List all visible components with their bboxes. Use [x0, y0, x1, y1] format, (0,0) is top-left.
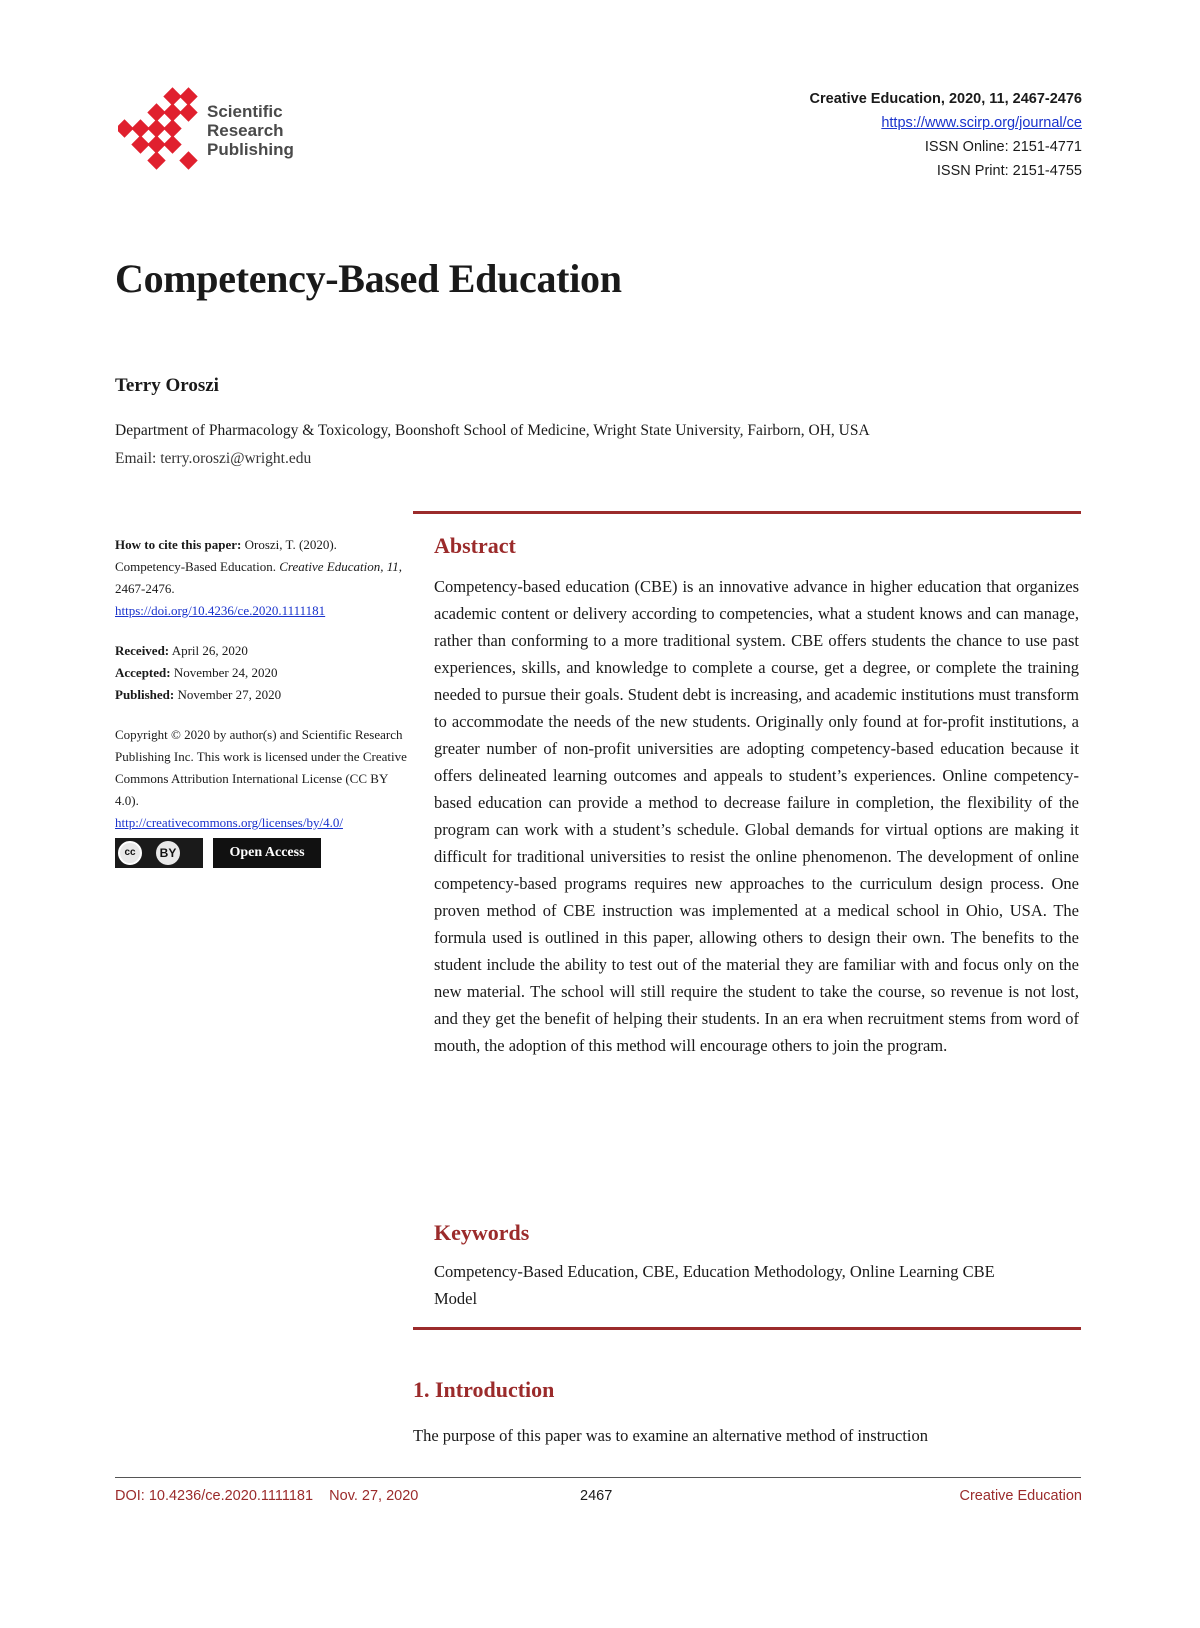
- by-icon: BY: [156, 841, 180, 865]
- paper-title: Competency-Based Education: [115, 256, 622, 301]
- introduction-body: The purpose of this paper was to examine an alternative method of instruction: [413, 1426, 929, 1445]
- cite-pages: 2467-2476.: [115, 581, 175, 596]
- keywords-body: Competency-Based Education, CBE, Education Methodology, Online Learning CBE Model: [434, 1262, 995, 1308]
- author-name: Terry Oroszi: [115, 375, 219, 396]
- open-access-badge: Open Access: [213, 838, 321, 868]
- license-link[interactable]: http://creativecommons.org/licenses/by/4.0/: [115, 815, 343, 830]
- cc-by-badge[interactable]: [115, 838, 203, 868]
- footer-journal-name: Creative Education: [959, 1488, 1082, 1504]
- abstract-body: Competency-based education (CBE) is an innovative advance in higher education that organizes academic content or delivery according to competencies, what a student knows and can manage, rather than conforming to a more traditional system. CBE offers students the chance to use past experiences, skills, and knowledge to complete a course, get a degree, or complete the training needed to pursue their goals. Student debt is increasing, and academic institutions must transform to accommodate the needs of the new students. Originally only found at for-profit institutions, a greater number of non-profit universities are adopting competency-based education because it offers delineated learning outcomes and appeals to student’s experiences. Online competency-based education can provide a method to decrease failure in completion, the flexibility of the program can work with a student’s schedule. Global demands for virtual options are making it difficult for traditional universities to resist the online phenomenon. The development of online competency-based programs requires new approaches to the curriculum design process. One proven method of CBE instruction was implemented at a medical school in Ohio, USA. The formula used is outlined in this paper, allowing others to design their own. The benefits to the student include the ability to test out of the material they are familiar with and focus only on the new material. The school will still require the student to take the course, so revenue is not lost, and they get the benefit of helping their students. In an era when recruitment stems from word of mouth, the adoption of this method will encourage others to join the program.: [434, 577, 1079, 1055]
- abstract-bottom-rule: [413, 1327, 1081, 1330]
- cite-doi-link[interactable]: https://doi.org/10.4236/ce.2020.1111181: [115, 603, 326, 618]
- cite-text: Oroszi, T. (2020). Competency-Based Education.: [115, 537, 337, 574]
- received-label: Received:: [115, 643, 170, 658]
- cite-label: How to cite this paper:: [115, 537, 242, 552]
- journal-citation: Creative Education, 2020, 11, 2467-2476: [809, 91, 1082, 107]
- author-email: Email: terry.oroszi@wright.edu: [115, 450, 312, 467]
- logo-line-1: Scientific: [207, 102, 283, 121]
- logo-line-2: Research: [207, 121, 284, 140]
- footer-doi: DOI: 10.4236/ce.2020.1111181 Nov. 27, 2020: [115, 1488, 419, 1504]
- author-affiliation: Department of Pharmacology & Toxicology, Boonshoft School of Medicine, Wright State University, Fairborn, OH, USA: [115, 422, 870, 439]
- abstract-top-rule: [413, 511, 1081, 514]
- keywords-heading: Keywords: [434, 1220, 530, 1245]
- footer-rule: [115, 1477, 1081, 1478]
- citation-block: [115, 534, 407, 622]
- article-sidebar: [115, 534, 407, 868]
- abstract-heading: Abstract: [434, 533, 516, 558]
- accepted-label: Accepted:: [115, 665, 171, 680]
- issn-print: ISSN Print: 2151-4755: [936, 163, 1082, 179]
- copyright-text: Copyright © 2020 by author(s) and Scientific Research Publishing Inc. This work is licensed under the Creative Commons Attribution International License (CC BY 4.0).: [115, 727, 407, 808]
- cc-icon: cc: [118, 841, 142, 865]
- license-badges: [115, 838, 407, 868]
- received-date: April 26, 2020: [171, 643, 248, 658]
- accepted-date: November 24, 2020: [173, 665, 278, 680]
- logo-line-3: Publishing: [207, 140, 294, 159]
- logo-diamonds-icon: [118, 87, 198, 169]
- introduction-heading: 1. Introduction: [413, 1377, 555, 1402]
- published-label: Published:: [115, 687, 175, 702]
- cite-journal: Creative Education, 11,: [279, 559, 403, 574]
- dates-block: [115, 640, 407, 706]
- footer-page-number: 2467: [580, 1488, 613, 1504]
- published-date: November 27, 2020: [177, 687, 282, 702]
- journal-info: [810, 87, 1082, 183]
- issn-online: ISSN Online: 2151-4771: [924, 139, 1082, 155]
- copyright-block: [115, 724, 407, 868]
- journal-url-link[interactable]: https://www.scirp.org/journal/ce: [881, 115, 1082, 131]
- logo-text: [207, 102, 327, 159]
